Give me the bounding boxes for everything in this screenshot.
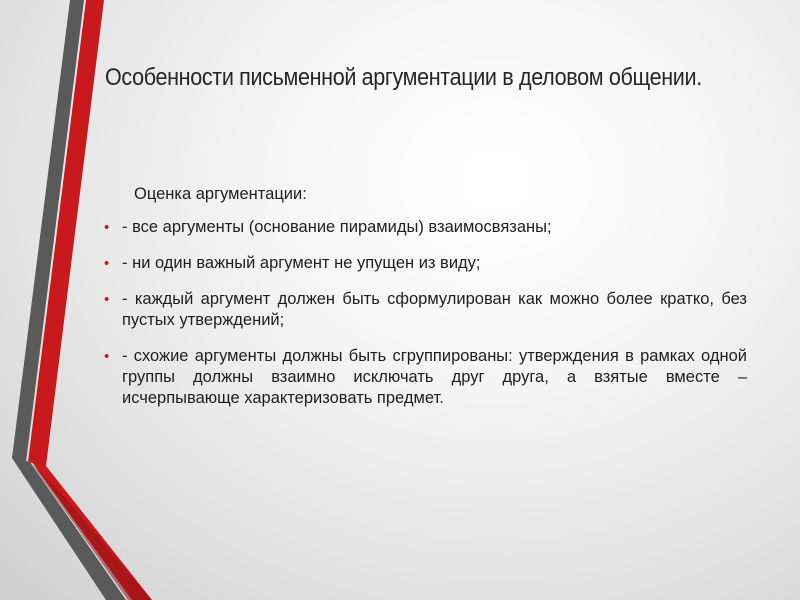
bullet-text: - каждый аргумент должен быть сформулирован как можно более кратко, без пустых утверждений; <box>122 290 747 329</box>
bullet-text: - все аргументы (основание пирамиды) взаимосвязаны; <box>122 218 552 236</box>
bullet-dot-icon: • <box>104 219 110 236</box>
bullet-dot-icon: • <box>104 348 110 365</box>
gray-stripe-lower <box>12 458 126 600</box>
slide-title: Особенности письменной аргументации в деловом общении. <box>105 64 702 91</box>
bullet-item <box>104 217 747 238</box>
subheading: Оценка аргументации: <box>134 185 307 203</box>
bullet-item <box>104 289 747 331</box>
bullet-dot-icon: • <box>104 255 110 272</box>
bullet-item <box>104 346 747 409</box>
bullet-text: - ни один важный аргумент не упущен из виду; <box>122 254 481 272</box>
slide-content <box>104 184 747 424</box>
bullet-text: - схожие аргументы должны быть сгруппированы: утверждения в рамках одной группы должны взаимно исключать друг друга, а взятые вместе – исчерпывающе характеризовать предмет. <box>122 347 747 407</box>
dark-red-wedge <box>32 464 152 600</box>
bullet-dot-icon: • <box>104 291 110 308</box>
bullet-item <box>104 253 747 274</box>
